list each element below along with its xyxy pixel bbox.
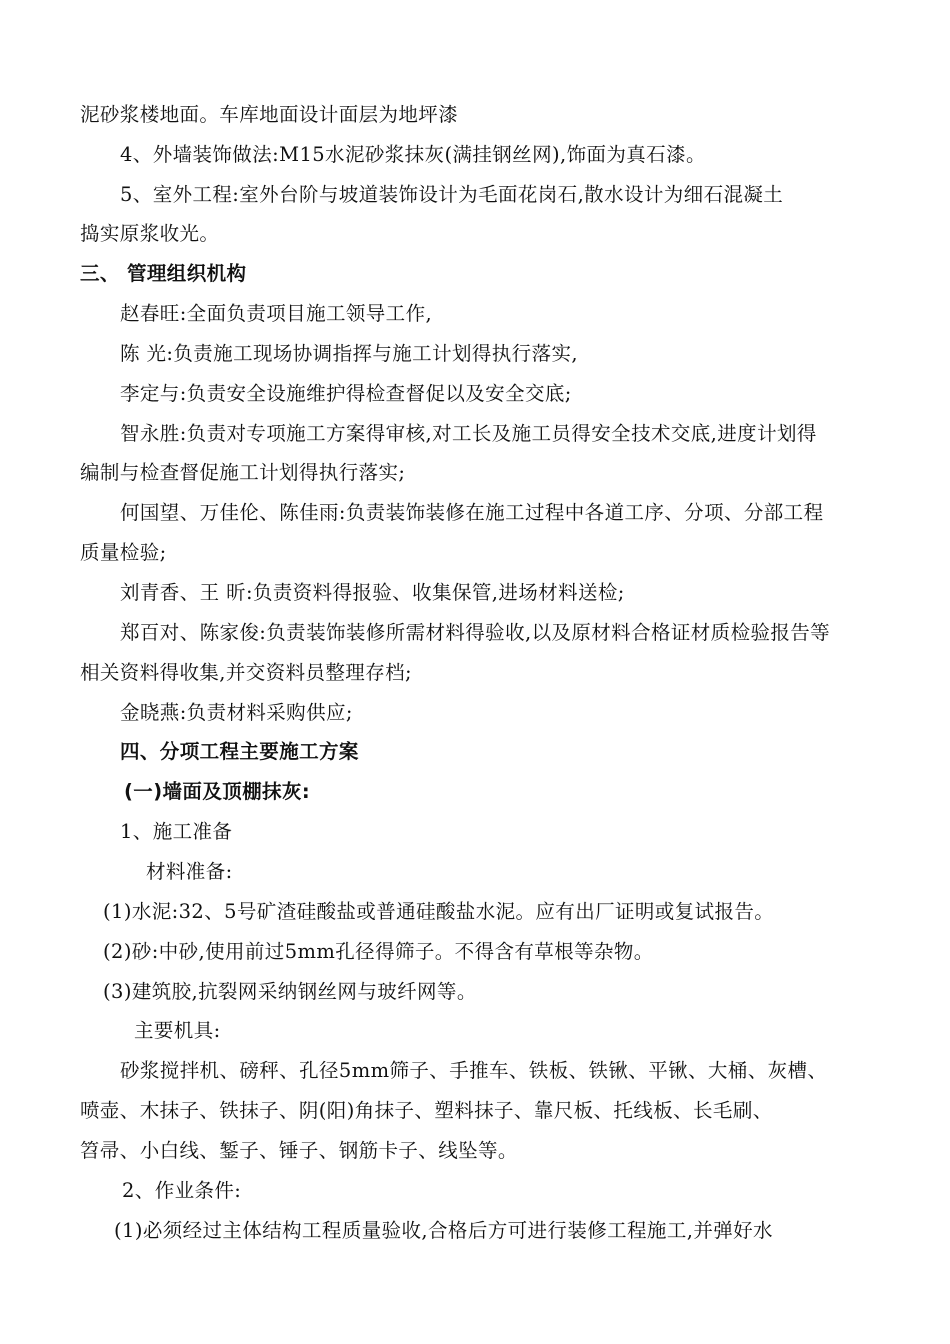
text-line: 泥砂浆楼地面。车库地面设计面层为地坪漆 [80, 103, 459, 126]
text-line: 主要机具: [134, 1019, 221, 1042]
text-line: 智永胜:负责对专项施工方案得审核,对工长及施工员得安全技术交底,进度计划得 [120, 422, 817, 445]
text-line: 何国望、万佳伦、陈佳雨:负责装饰装修在施工过程中各道工序、分项、分部工程 [120, 501, 824, 524]
text-line: 捣实原浆收光。 [80, 222, 220, 245]
text-line: 相关资料得收集,并交资料员整理存档; [80, 661, 412, 684]
text-line: 4、外墙装饰做法:M15水泥砂浆抹灰(满挂钢丝网),饰面为真石漆。 [120, 143, 706, 166]
subsection-heading: (一)墙面及顶棚抹灰: [124, 780, 311, 803]
text-line: (1)水泥:32、5号矿渣硅酸盐或普通硅酸盐水泥。应有出厂证明或复试报告。 [103, 900, 775, 923]
text-line: 郑百对、陈家俊:负责装饰装修所需材料得验收,以及原材料合格证材质检验报告等 [120, 621, 831, 644]
text-line: 喷壶、木抹子、铁抹子、阴(阳)角抹子、塑料抹子、靠尺板、托线板、长毛刷、 [80, 1099, 773, 1122]
text-line: 编制与检查督促施工计划得执行落实; [80, 461, 406, 484]
text-line: 陈 光:负责施工现场协调指挥与施工计划得执行落实, [120, 342, 578, 365]
text-line: (3)建筑胶,抗裂网采纳钢丝网与玻纤网等。 [103, 980, 477, 1003]
text-line: 金晓燕:负责材料采购供应; [120, 701, 353, 724]
text-line: 材料准备: [146, 860, 233, 883]
text-line: 5、室外工程:室外台阶与坡道装饰设计为毛面花岗石,散水设计为细石混凝土 [120, 183, 784, 206]
text-line: 砂浆搅拌机、磅秤、孔径5mm筛子、手推车、铁板、铁锹、平锹、大桶、灰槽、 [120, 1059, 828, 1082]
text-line: 2、作业条件: [122, 1179, 242, 1202]
text-line: (1)必须经过主体结构工程质量验收,合格后方可进行装修工程施工,并弹好水 [114, 1219, 773, 1242]
text-line: 赵春旺:全面负责项目施工领导工作, [120, 302, 433, 325]
section-heading: 三、 管理组织机构 [80, 262, 247, 285]
text-line: 质量检验; [80, 541, 167, 564]
text-line: 李定与:负责安全设施维护得检查督促以及安全交底; [120, 382, 572, 405]
section-heading: 四、分项工程主要施工方案 [120, 740, 359, 763]
text-line: 笤帚、小白线、錾子、锤子、钢筋卡子、线坠等。 [80, 1139, 518, 1162]
text-line: (2)砂:中砂,使用前过5mm孔径得筛子。不得含有草根等杂物。 [103, 940, 654, 963]
text-line: 刘青香、王 昕:负责资料得报验、收集保管,进场材料送检; [120, 581, 625, 604]
text-line: 1、施工准备 [120, 820, 233, 843]
